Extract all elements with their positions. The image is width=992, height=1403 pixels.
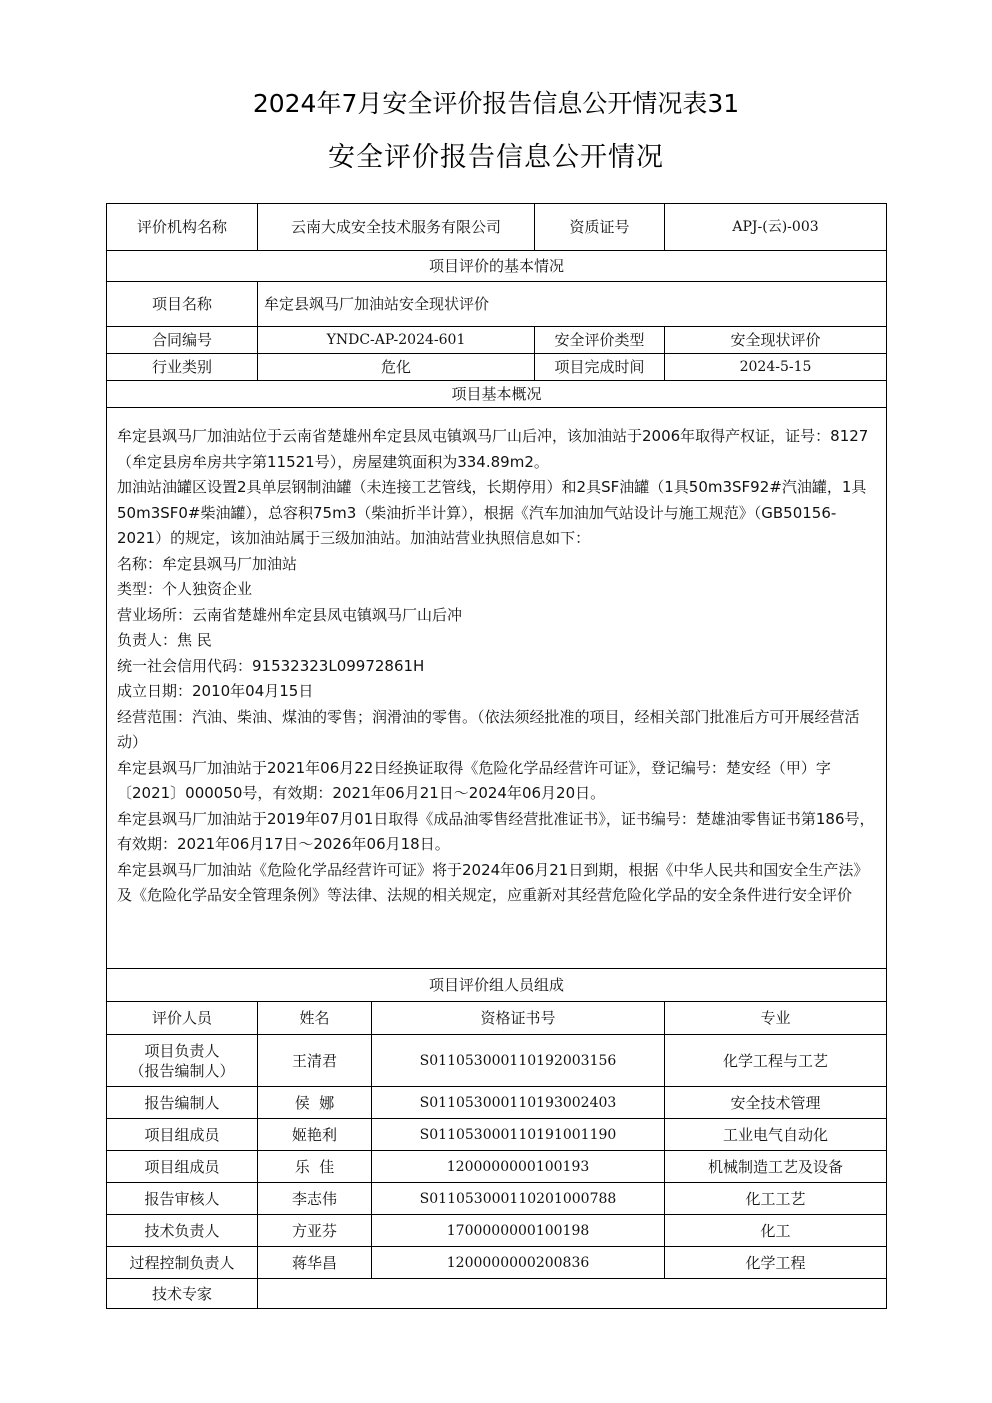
overview-paragraph: 牟定县飒马厂加油站于2021年06月22日经换证取得《危险化学品经营许可证》，登记编号：楚安经（甲）字〔2021〕000050号，有效期：2021年06月21日～2024年06月20日。 [117, 758, 831, 802]
contract-label: 合同编号 [107, 327, 258, 354]
team-role: 过程控制负责人 [107, 1247, 258, 1279]
overview-paragraph: 经营范围：汽油、柴油、煤油的零售；润滑油的零售。（依法须经批准的项目，经相关部门批准后方可开展经营活动） [117, 707, 860, 751]
table-row [107, 1247, 887, 1279]
overview-paragraph: 牟定县飒马厂加油站位于云南省楚雄州牟定县凤屯镇飒马厂山后冲，该加油站于2006年取得产权证，证号：8127（牟定县房牟房共字第11521号），房屋建筑面积为334.89m2。 [117, 427, 869, 471]
team-role-line: （报告编制人） [129, 1061, 235, 1080]
team-name: 侯 娜 [258, 1087, 372, 1119]
table-row [107, 1279, 887, 1309]
eval-type-value: 安全现状评价 [665, 327, 887, 354]
org-value: 云南大成安全技术服务有限公司 [258, 204, 535, 251]
team-major: 工业电气自动化 [665, 1119, 887, 1151]
team-col-major: 专业 [665, 1002, 887, 1035]
industry-label: 行业类别 [107, 354, 258, 381]
overview-paragraph: 类型：个人独资企业 [117, 580, 253, 598]
overview-section-header: 项目基本概况 [107, 381, 887, 408]
team-cert: S011053000110191001190 [372, 1119, 665, 1151]
team-major: 化工 [665, 1215, 887, 1247]
overview-paragraph: 牟定县飒马厂加油站于2019年07月01日取得《成品油零售经营批准证书》，证书编号：楚雄油零售证书第186号，有效期：2021年06月17日～2026年06月18日。 [117, 809, 875, 853]
completion-label: 项目完成时间 [535, 354, 665, 381]
team-name: 姬艳利 [258, 1119, 372, 1151]
table-row [107, 1183, 887, 1215]
table-row [107, 1087, 887, 1119]
team-role: 报告审核人 [107, 1183, 258, 1215]
expert-value [258, 1279, 887, 1309]
overview-body [107, 408, 887, 969]
team-name: 王清君 [258, 1035, 372, 1087]
table-row [107, 1119, 887, 1151]
team-cert: 1700000000100198 [372, 1215, 665, 1247]
contract-value: YNDC-AP-2024-601 [258, 327, 535, 354]
org-label: 评价机构名称 [107, 204, 258, 251]
project-name-value: 牟定县飒马厂加油站安全现状评价 [258, 282, 887, 327]
disclosure-table [106, 203, 887, 1309]
team-role: 技术负责人 [107, 1215, 258, 1247]
team-major: 机械制造工艺及设备 [665, 1151, 887, 1183]
team-col-role: 评价人员 [107, 1002, 258, 1035]
table-row [107, 1151, 887, 1183]
team-role [107, 1035, 258, 1087]
team-role: 项目组成员 [107, 1151, 258, 1183]
team-cert: S011053000110192003156 [372, 1035, 665, 1087]
project-name-label: 项目名称 [107, 282, 258, 327]
team-name: 李志伟 [258, 1183, 372, 1215]
eval-type-label: 安全评价类型 [535, 327, 665, 354]
page-subtitle: 安全评价报告信息公开情况 [328, 142, 664, 173]
team-col-cert: 资格证书号 [372, 1002, 665, 1035]
team-cert: S011053000110193002403 [372, 1087, 665, 1119]
cert-value: APJ-(云)-003 [665, 204, 887, 251]
team-major: 化工工艺 [665, 1183, 887, 1215]
overview-paragraph: 牟定县飒马厂加油站《危险化学品经营许可证》将于2024年06月21日到期，根据《中华人民共和国安全生产法》及《危险化学品安全管理条例》等法律、法规的相关规定，应重新对其经营危险化学品的安全条件进行安全评价 [117, 860, 869, 904]
overview-paragraph: 营业场所：云南省楚雄州牟定县凤屯镇飒马厂山后冲 [117, 605, 463, 624]
team-cert: S011053000110201000788 [372, 1183, 665, 1215]
overview-paragraph: 负责人：焦 民 [117, 631, 212, 649]
table-row [107, 1035, 887, 1087]
overview-paragraph: 名称：牟定县飒马厂加油站 [117, 554, 298, 573]
overview-paragraph: 成立日期：2010年04月15日 [117, 682, 314, 700]
team-cert: 1200000000100193 [372, 1151, 665, 1183]
basic-section-header: 项目评价的基本情况 [107, 251, 887, 282]
team-name: 乐 佳 [258, 1151, 372, 1183]
industry-value: 危化 [258, 354, 535, 381]
team-name: 蒋华昌 [258, 1247, 372, 1279]
cert-label: 资质证号 [535, 204, 665, 251]
team-major: 安全技术管理 [665, 1087, 887, 1119]
team-major: 化学工程 [665, 1247, 887, 1279]
page-title: 2024年7月安全评价报告信息公开情况表31 [252, 89, 740, 118]
completion-value: 2024-5-15 [665, 354, 887, 381]
team-role-line: 项目负责人 [144, 1041, 220, 1060]
team-major: 化学工程与工艺 [665, 1035, 887, 1087]
overview-paragraph: 加油站油罐区设置2具单层钢制油罐（未连接工艺管线，长期停用）和2具SF油罐（1具50m3SF92#汽油罐，1具50m3SF0#柴油罐），总容积75m3（柴油折半计算），根据《汽车加油加气站设计与施工规范》（GB50156-2021）的规定，该加油站属于三级加油站。加油站营业执照信息如下： [117, 478, 867, 547]
team-section-header: 项目评价组人员组成 [107, 969, 887, 1002]
table-row [107, 1215, 887, 1247]
team-role: 项目组成员 [107, 1119, 258, 1151]
team-role: 报告编制人 [107, 1087, 258, 1119]
team-name: 方亚芬 [258, 1215, 372, 1247]
overview-paragraph: 统一社会信用代码：91532323L09972861H [117, 656, 425, 675]
team-col-name: 姓名 [258, 1002, 372, 1035]
team-cert: 1200000000200836 [372, 1247, 665, 1279]
expert-label: 技术专家 [107, 1279, 258, 1309]
